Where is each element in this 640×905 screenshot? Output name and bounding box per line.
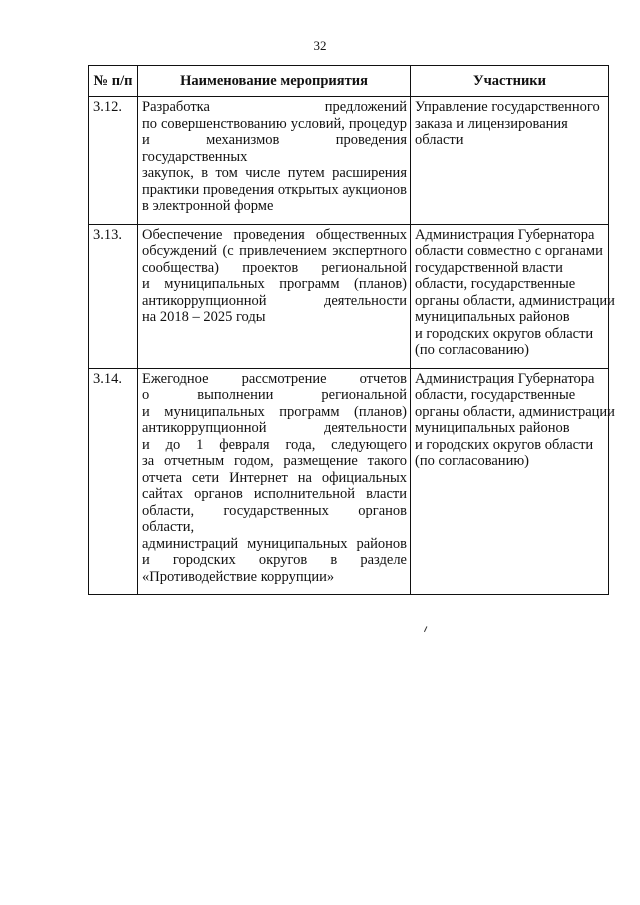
participants-line: (по согласованию) (415, 453, 529, 469)
participants-line: муниципальных районов (415, 420, 570, 436)
measure-name-line: антикоррупционной деятельности (142, 420, 407, 436)
participants-line: органы области, администрации (415, 403, 615, 420)
header-name: Наименование мероприятия (138, 66, 411, 97)
page-number: 32 (313, 38, 327, 53)
measure-name-line: в электронной форме (142, 198, 274, 214)
participants-line: и городских округов области (415, 436, 594, 453)
measures-table (88, 65, 615, 595)
measure-name-cell (138, 368, 411, 595)
measure-name-line: и механизмов проведения государственных (142, 132, 407, 165)
table-row (89, 97, 609, 225)
participants-line: органы области, администрации (415, 292, 615, 309)
participants-line: Администрация Губернатора (415, 370, 595, 387)
header-participants: Участники (411, 66, 609, 97)
measure-name-line: о выполнении региональной (142, 387, 407, 403)
measure-name-line: сообщества) проектов региональной (142, 259, 407, 276)
participants-line: области, государственные (415, 276, 576, 292)
participants-line: и городских округов области (415, 325, 594, 342)
measure-name-line: на 2018 – 2025 годы (142, 309, 266, 325)
participants-cell (411, 368, 615, 595)
measure-name-line: Ежегодное рассмотрение отчетов (142, 370, 407, 387)
participants-line: области, государственные (415, 387, 576, 403)
measure-name-line: обсуждений (с привлечением экспертного (142, 243, 407, 259)
table-row (89, 368, 609, 595)
measure-name-line: закупок, в том числе путем расширения (142, 165, 407, 181)
measure-name-line: и до 1 февраля года, следующего (142, 436, 407, 453)
participants-cell (411, 97, 609, 225)
measure-name-line: антикоррупционной деятельности (142, 292, 407, 309)
row-number: 3.14. (89, 368, 138, 595)
table-row (89, 224, 609, 368)
participants-line: заказа и лицензирования (415, 115, 568, 132)
measure-name-line: Обеспечение проведения общественных (142, 226, 407, 243)
row-number: 3.12. (89, 97, 138, 225)
participants-line: Управление государственного (415, 99, 600, 115)
participants-line: области (415, 132, 464, 148)
measure-name-line: и муниципальных программ (планов) (142, 276, 407, 292)
measure-name-line: по совершенствованию условий, процедур (142, 115, 407, 132)
measure-name-cell (138, 97, 411, 225)
table-header-row (89, 66, 609, 97)
measure-name-line: и муниципальных программ (планов) (142, 403, 407, 420)
row-number: 3.13. (89, 224, 138, 368)
measure-name-line: и городских округов в разделе (142, 552, 407, 568)
measure-name-cell (138, 224, 411, 368)
measure-name-line: отчета сети Интернет на официальных (142, 469, 407, 486)
header-num: № п/п (89, 66, 138, 97)
measure-name-line: за отчетным годом, размещение такого (142, 453, 407, 469)
measure-name-line: «Противодействие коррупции» (142, 568, 335, 585)
measure-name-line: области, государственных органов области, (142, 502, 407, 535)
measure-name-line: практики проведения открытых аукционов (142, 181, 407, 198)
participants-cell (411, 224, 615, 368)
participants-line: государственной власти (415, 259, 563, 276)
participants-line: (по согласованию) (415, 342, 529, 358)
participants-line: Администрация Губернатора (415, 226, 595, 243)
measure-name-line: Разработка предложений (142, 99, 407, 115)
participants-line: области совместно с органами (415, 243, 603, 259)
measure-name-line: сайтах органов исполнительной власти (142, 486, 407, 502)
stray-pen-mark (424, 626, 431, 634)
participants-line: муниципальных районов (415, 309, 570, 325)
table-body (89, 97, 615, 595)
measure-name-line: администраций муниципальных районов (142, 535, 407, 552)
